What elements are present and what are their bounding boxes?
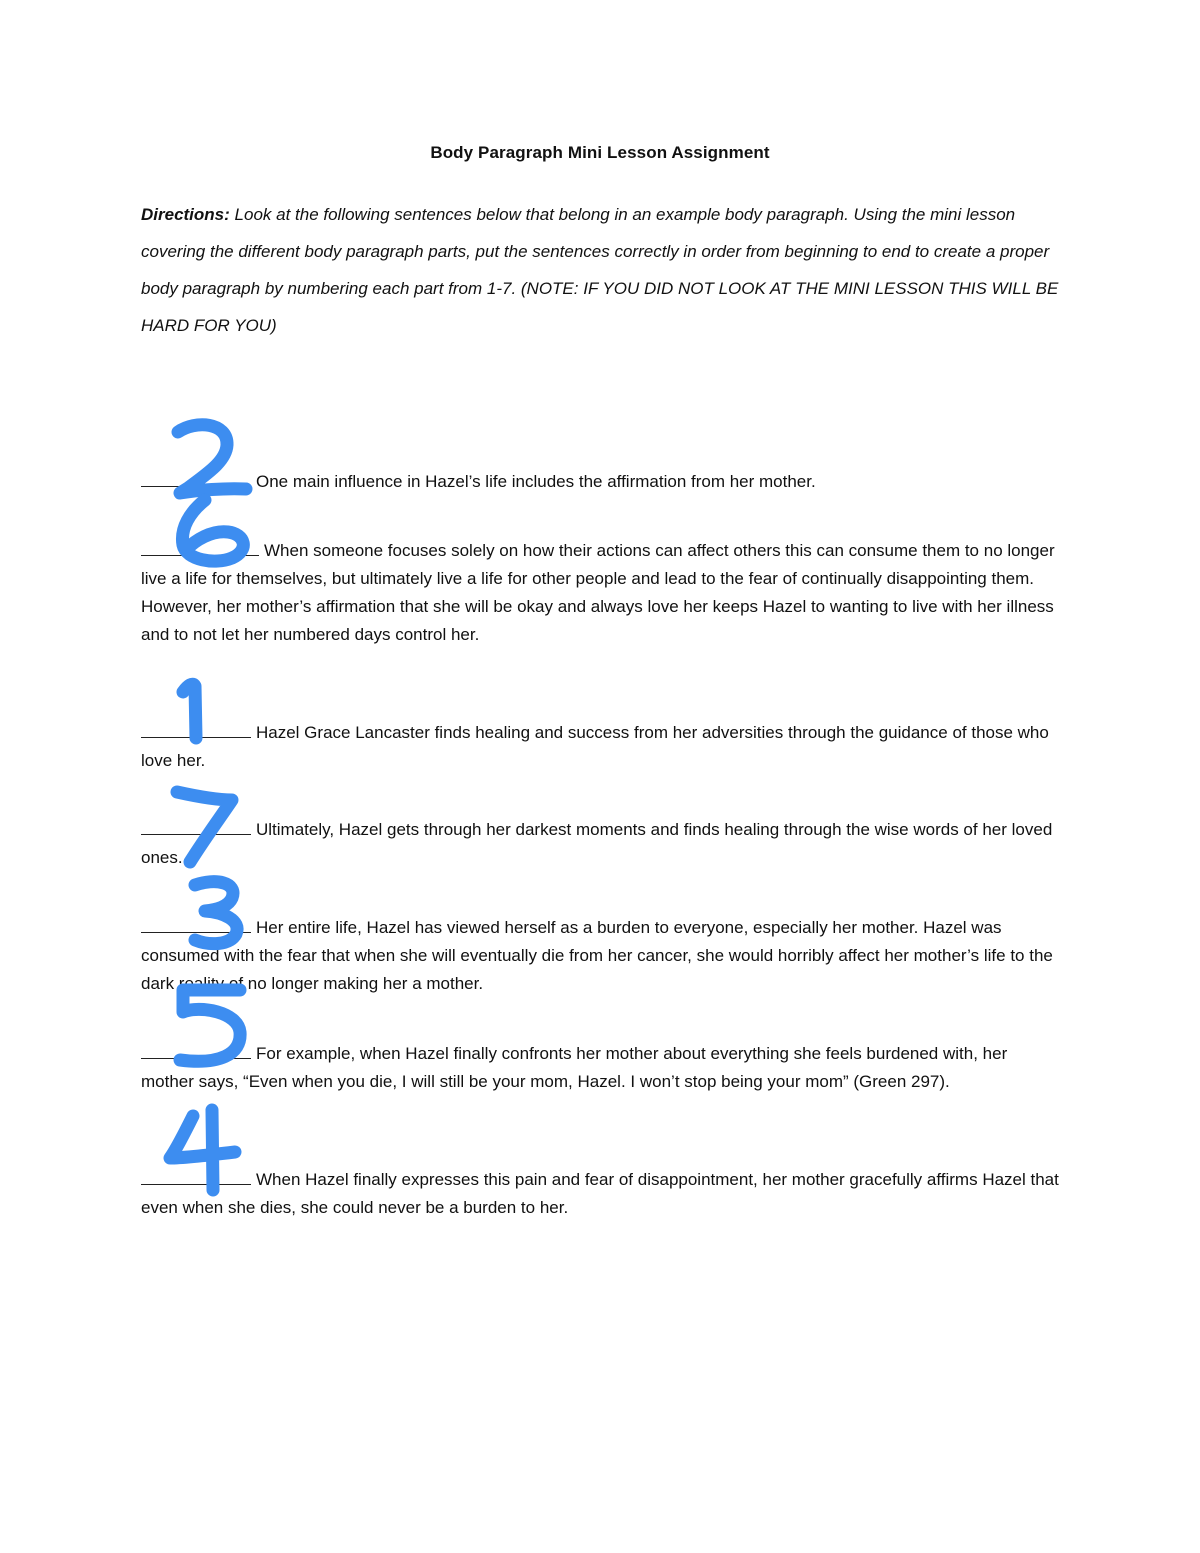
answer-blank[interactable]: [141, 1166, 251, 1185]
directions: [141, 196, 1066, 344]
sentence-text: When Hazel finally expresses this pain and fear of disappointment, her mother gracefully affirms Hazel that even when she dies, she could never be a burden to her.: [141, 1170, 1059, 1217]
sentence-text: Her entire life, Hazel has viewed herself as a burden to everyone, especially her mother. Hazel was consumed with the fear that when she will eventually die from her cancer, she would horribly affect her mother’s life to the dark reality of no longer making her a mother.: [141, 918, 1053, 993]
sentence-text: For example, when Hazel finally confronts her mother about everything she feels burdened with, her mother says, “Even when you die, I will still be your mom, Hazel. I won’t stop being your mom” (Green 297).: [141, 1044, 1008, 1091]
directions-label: Directions:: [141, 205, 230, 224]
answer-blank[interactable]: [141, 719, 251, 738]
sentence-item-2: [141, 537, 1061, 649]
answer-blank[interactable]: [141, 816, 251, 835]
sentence-text: Hazel Grace Lancaster finds healing and success from her adversities through the guidance of those who love her.: [141, 723, 1049, 770]
sentence-item-5: [141, 914, 1061, 998]
sentence-item-3: [141, 719, 1061, 775]
sentence-text: Ultimately, Hazel gets through her darkest moments and finds healing through the wise words of her loved ones.: [141, 820, 1053, 867]
sentence-item-1: [141, 468, 1061, 496]
answer-blank[interactable]: [141, 1040, 251, 1059]
answer-blank[interactable]: [141, 468, 251, 487]
sentence-item-4: [141, 816, 1061, 872]
sentence-text: One main influence in Hazel’s life includes the affirmation from her mother.: [256, 472, 816, 491]
directions-text: Look at the following sentences below that belong in an example body paragraph. Using the mini lesson covering the different body paragraph parts, put the sentences correctly in order from beginning to end to create a proper body paragraph by numbering each part from 1-7. (NOTE: IF YOU DID NOT LOOK AT THE MINI LESSON THIS WILL BE HARD FOR YOU): [141, 205, 1059, 335]
sentence-item-6: [141, 1040, 1061, 1096]
answer-blank[interactable]: [141, 537, 259, 556]
sentence-text: When someone focuses solely on how their actions can affect others this can consume them to no longer live a life for themselves, but ultimately live a life for other people and lead to the fear of continually disappointing them. However, her mother’s affirmation that she will be okay and always love her keeps Hazel to wanting to live with her illness and to not let her numbered days control her.: [141, 541, 1055, 644]
page-title: Body Paragraph Mini Lesson Assignment: [430, 143, 770, 162]
answer-blank[interactable]: [141, 914, 251, 933]
sentence-item-7: [141, 1166, 1061, 1222]
